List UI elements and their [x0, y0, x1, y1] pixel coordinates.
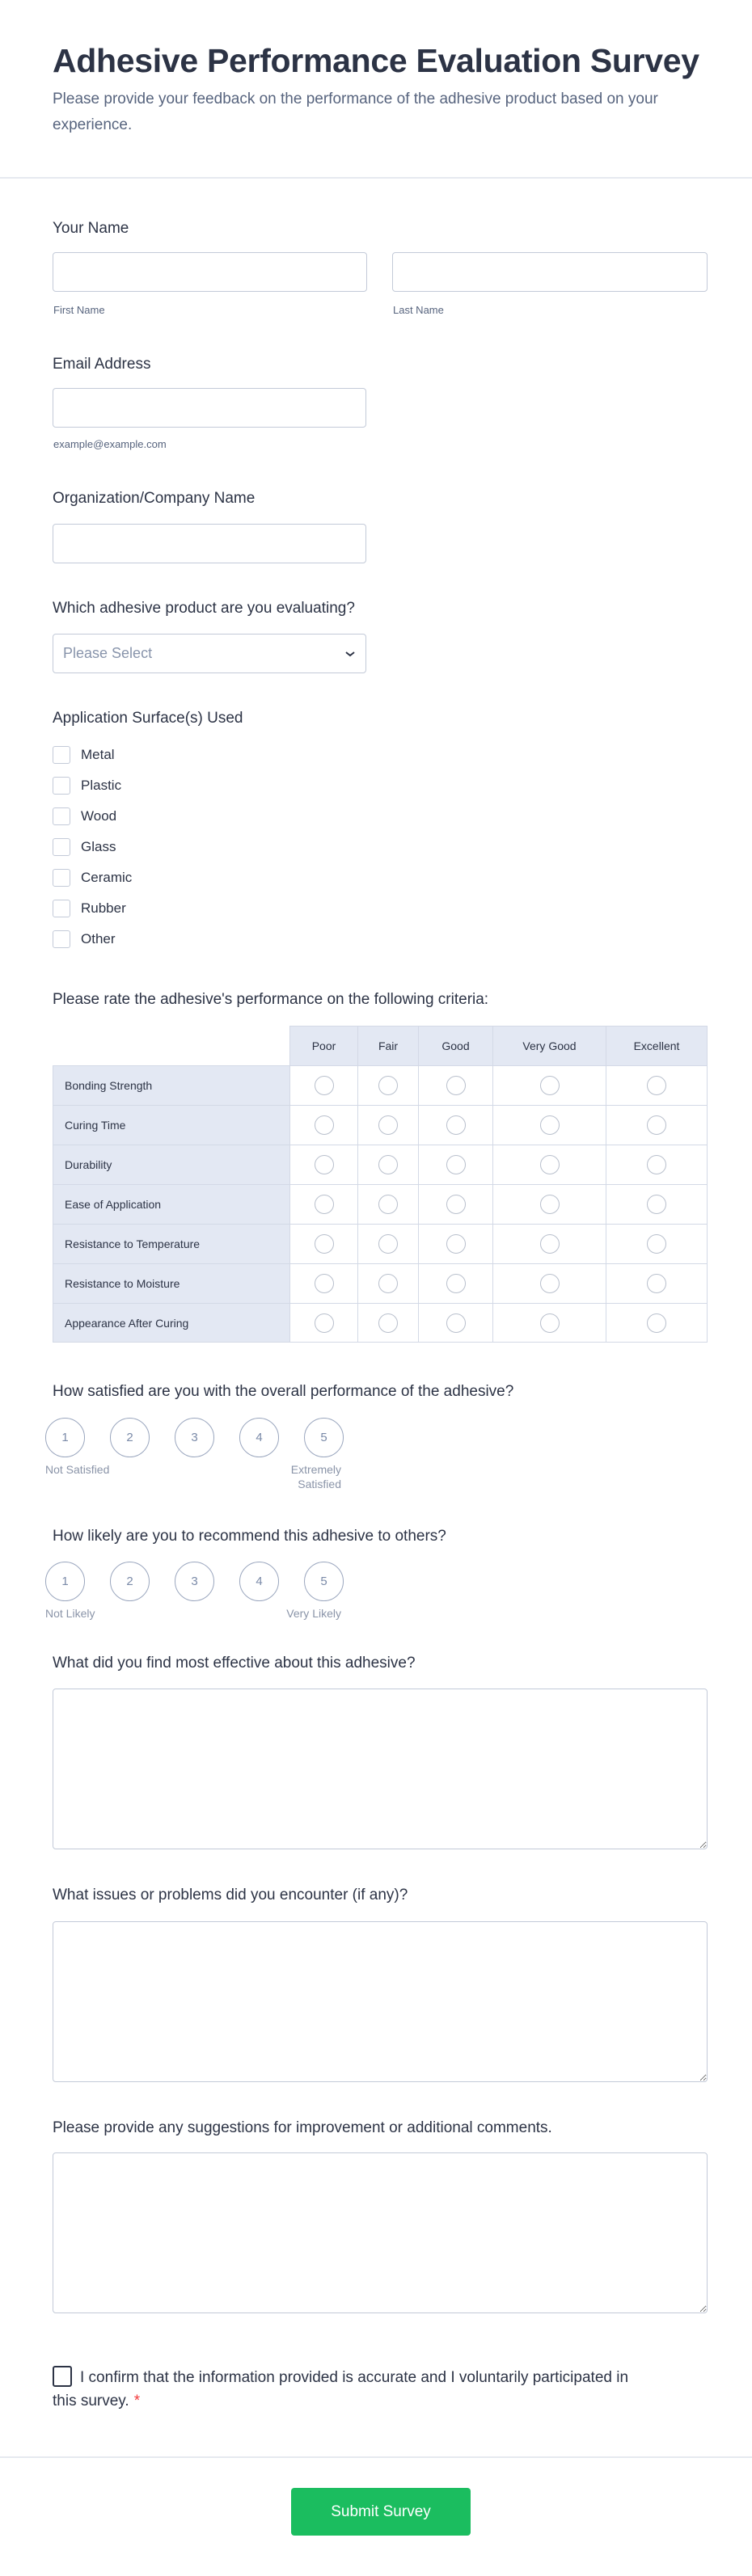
matrix-row — [53, 1224, 708, 1263]
matrix-radio[interactable] — [540, 1155, 560, 1174]
suggestions-textarea[interactable] — [53, 2152, 708, 2313]
chevron-down-icon — [344, 650, 356, 658]
matrix-cell — [418, 1145, 492, 1184]
organization-input[interactable] — [53, 524, 366, 563]
matrix-cell — [289, 1145, 357, 1184]
matrix-row — [53, 1184, 708, 1224]
first-name-sublabel: First Name — [53, 304, 105, 316]
required-asterisk: * — [133, 2393, 141, 2409]
surface-option-glass[interactable] — [53, 838, 116, 856]
matrix-corner — [53, 1026, 289, 1065]
product-select-placeholder: Please Select — [63, 645, 153, 661]
matrix-row-label: Resistance to Temperature — [53, 1224, 289, 1263]
matrix-row — [53, 1263, 708, 1303]
matrix-radio[interactable] — [378, 1076, 398, 1095]
matrix-radio[interactable] — [647, 1195, 666, 1214]
surfaces-label: Application Surface(s) Used — [53, 710, 243, 727]
matrix-row-label: Resistance to Moisture — [53, 1263, 289, 1303]
surface-option-wood[interactable] — [53, 807, 116, 825]
matrix-cell — [492, 1303, 606, 1343]
matrix-radio[interactable] — [315, 1274, 334, 1293]
surface-option-label: Glass — [81, 839, 116, 854]
last-name-input[interactable] — [392, 252, 708, 292]
satisfaction-option-4[interactable]: 4 — [239, 1418, 279, 1457]
matrix-cell — [357, 1303, 418, 1343]
recommend-high-label: Very Likely — [286, 1607, 341, 1620]
matrix-radio[interactable] — [540, 1115, 560, 1135]
matrix-cell — [492, 1105, 606, 1145]
recommend-option-2[interactable]: 2 — [110, 1562, 150, 1601]
matrix-radio[interactable] — [446, 1274, 466, 1293]
issues-textarea[interactable] — [53, 1921, 708, 2082]
matrix-cell — [606, 1303, 708, 1343]
checkbox[interactable] — [53, 838, 70, 856]
checkbox[interactable] — [53, 869, 70, 887]
surface-option-label: Plastic — [81, 778, 122, 793]
matrix-radio[interactable] — [378, 1313, 398, 1333]
rating-matrix — [53, 1026, 708, 1343]
submit-button[interactable]: Submit Survey — [291, 2488, 471, 2536]
recommend-option-4[interactable]: 4 — [239, 1562, 279, 1601]
matrix-radio[interactable] — [378, 1234, 398, 1254]
recommend-option-3[interactable]: 3 — [175, 1562, 214, 1601]
matrix-column-header: Good — [418, 1026, 492, 1065]
matrix-row-label: Curing Time — [53, 1105, 289, 1145]
last-name-sublabel: Last Name — [393, 304, 444, 316]
matrix-cell — [606, 1263, 708, 1303]
matrix-radio[interactable] — [446, 1115, 466, 1135]
recommend-label: How likely are you to recommend this adhesive to others? — [53, 1528, 446, 1545]
matrix-radio[interactable] — [540, 1313, 560, 1333]
surface-option-other[interactable] — [53, 930, 116, 948]
matrix-cell — [606, 1105, 708, 1145]
matrix-cell — [418, 1065, 492, 1105]
matrix-label: Please rate the adhesive's performance on the following criteria: — [53, 991, 489, 1008]
page-title: Adhesive Performance Evaluation Survey — [53, 42, 699, 79]
matrix-radio[interactable] — [446, 1155, 466, 1174]
matrix-cell — [492, 1065, 606, 1105]
matrix-row — [53, 1303, 708, 1343]
matrix-radio[interactable] — [315, 1115, 334, 1135]
surface-option-rubber[interactable] — [53, 900, 126, 917]
matrix-radio[interactable] — [647, 1234, 666, 1254]
matrix-radio[interactable] — [446, 1076, 466, 1095]
satisfaction-scale — [45, 1418, 344, 1457]
satisfaction-option-3[interactable]: 3 — [175, 1418, 214, 1457]
product-label: Which adhesive product are you evaluating? — [53, 600, 355, 617]
matrix-cell — [357, 1105, 418, 1145]
matrix-cell — [492, 1184, 606, 1224]
matrix-cell — [289, 1263, 357, 1303]
matrix-cell — [357, 1145, 418, 1184]
email-sublabel: example@example.com — [53, 438, 167, 450]
matrix-cell — [606, 1224, 708, 1263]
matrix-cell — [289, 1303, 357, 1343]
effective-label: What did you find most effective about this adhesive? — [53, 1655, 416, 1672]
surface-option-ceramic[interactable] — [53, 869, 132, 887]
matrix-radio[interactable] — [315, 1195, 334, 1214]
surface-option-label: Ceramic — [81, 870, 133, 885]
matrix-row-label: Ease of Application — [53, 1184, 289, 1224]
matrix-radio[interactable] — [647, 1115, 666, 1135]
suggestions-label: Please provide any suggestions for improvement or additional comments. — [53, 2119, 552, 2136]
matrix-radio[interactable] — [315, 1076, 334, 1095]
matrix-radio[interactable] — [540, 1234, 560, 1254]
matrix-radio[interactable] — [378, 1195, 398, 1214]
issues-label: What issues or problems did you encounter (if any)? — [53, 1887, 408, 1904]
matrix-cell — [418, 1224, 492, 1263]
matrix-cell — [357, 1263, 418, 1303]
matrix-cell — [357, 1184, 418, 1224]
matrix-radio[interactable] — [540, 1195, 560, 1214]
first-name-input[interactable] — [53, 252, 367, 292]
matrix-cell — [606, 1184, 708, 1224]
matrix-row — [53, 1065, 708, 1105]
matrix-cell — [289, 1105, 357, 1145]
matrix-cell — [289, 1065, 357, 1105]
name-label: Your Name — [53, 220, 129, 237]
header-divider — [0, 177, 752, 179]
page-subtitle: Please provide your feedback on the performance of the adhesive product based on your experience. — [53, 91, 658, 133]
checkbox[interactable] — [53, 900, 70, 917]
matrix-radio[interactable] — [446, 1234, 466, 1254]
matrix-cell — [357, 1224, 418, 1263]
matrix-column-header: Very Good — [492, 1026, 606, 1065]
matrix-radio[interactable] — [540, 1274, 560, 1293]
matrix-cell — [492, 1224, 606, 1263]
surface-option-label: Wood — [81, 808, 117, 824]
matrix-row-label: Bonding Strength — [53, 1065, 289, 1105]
matrix-column-header: Fair — [357, 1026, 418, 1065]
checkbox[interactable] — [53, 746, 70, 764]
matrix-radio[interactable] — [647, 1274, 666, 1293]
checkbox[interactable] — [53, 807, 70, 825]
matrix-radio[interactable] — [647, 1313, 666, 1333]
matrix-row-label: Durability — [53, 1145, 289, 1184]
checkbox[interactable] — [53, 930, 70, 948]
confirm-label: I confirm that the information provided is accurate and I voluntarily participated in this survey. — [53, 2369, 629, 2409]
matrix-radio[interactable] — [315, 1234, 334, 1254]
email-input[interactable] — [53, 388, 366, 428]
surface-option-plastic[interactable] — [53, 777, 121, 795]
matrix-cell — [606, 1145, 708, 1184]
surface-option-label: Other — [81, 931, 116, 947]
confirm-field — [53, 2366, 635, 2413]
matrix-radio[interactable] — [647, 1076, 666, 1095]
matrix-radio[interactable] — [446, 1313, 466, 1333]
matrix-radio[interactable] — [378, 1115, 398, 1135]
matrix-radio[interactable] — [378, 1155, 398, 1174]
recommend-option-1[interactable]: 1 — [45, 1562, 85, 1601]
satisfaction-high-label: Extremely Satisfied — [290, 1463, 341, 1490]
recommend-option-5[interactable]: 5 — [304, 1562, 344, 1601]
matrix-cell — [606, 1065, 708, 1105]
matrix-radio[interactable] — [315, 1155, 334, 1174]
recommend-low-label: Not Likely — [45, 1607, 95, 1620]
surface-option-label: Metal — [81, 747, 115, 762]
effective-textarea[interactable] — [53, 1689, 708, 1849]
footer-divider — [0, 2456, 752, 2458]
matrix-cell — [418, 1263, 492, 1303]
matrix-radio[interactable] — [315, 1313, 334, 1333]
matrix-cell — [357, 1065, 418, 1105]
satisfaction-label: How satisfied are you with the overall performance of the adhesive? — [53, 1383, 514, 1400]
matrix-cell — [418, 1303, 492, 1343]
matrix-column-header: Poor — [289, 1026, 357, 1065]
matrix-radio[interactable] — [540, 1076, 560, 1095]
matrix-radio[interactable] — [446, 1195, 466, 1214]
matrix-row-label: Appearance After Curing — [53, 1303, 289, 1343]
confirm-checkbox[interactable] — [53, 2366, 72, 2387]
recommend-scale — [45, 1562, 344, 1601]
matrix-cell — [418, 1184, 492, 1224]
surface-option-label: Rubber — [81, 900, 126, 916]
surface-option-metal[interactable] — [53, 746, 115, 764]
matrix-row — [53, 1105, 708, 1145]
matrix-column-header: Excellent — [606, 1026, 708, 1065]
satisfaction-option-1[interactable]: 1 — [45, 1418, 85, 1457]
checkbox[interactable] — [53, 777, 70, 795]
product-select[interactable] — [53, 634, 366, 673]
organization-label: Organization/Company Name — [53, 490, 256, 507]
email-label: Email Address — [53, 356, 151, 373]
matrix-cell — [418, 1105, 492, 1145]
matrix-cell — [492, 1263, 606, 1303]
matrix-cell — [289, 1224, 357, 1263]
satisfaction-option-2[interactable]: 2 — [110, 1418, 150, 1457]
matrix-cell — [289, 1184, 357, 1224]
matrix-row — [53, 1145, 708, 1184]
matrix-radio[interactable] — [378, 1274, 398, 1293]
satisfaction-option-5[interactable]: 5 — [304, 1418, 344, 1457]
matrix-radio[interactable] — [647, 1155, 666, 1174]
satisfaction-low-label: Not Satisfied — [45, 1463, 110, 1476]
matrix-cell — [492, 1145, 606, 1184]
